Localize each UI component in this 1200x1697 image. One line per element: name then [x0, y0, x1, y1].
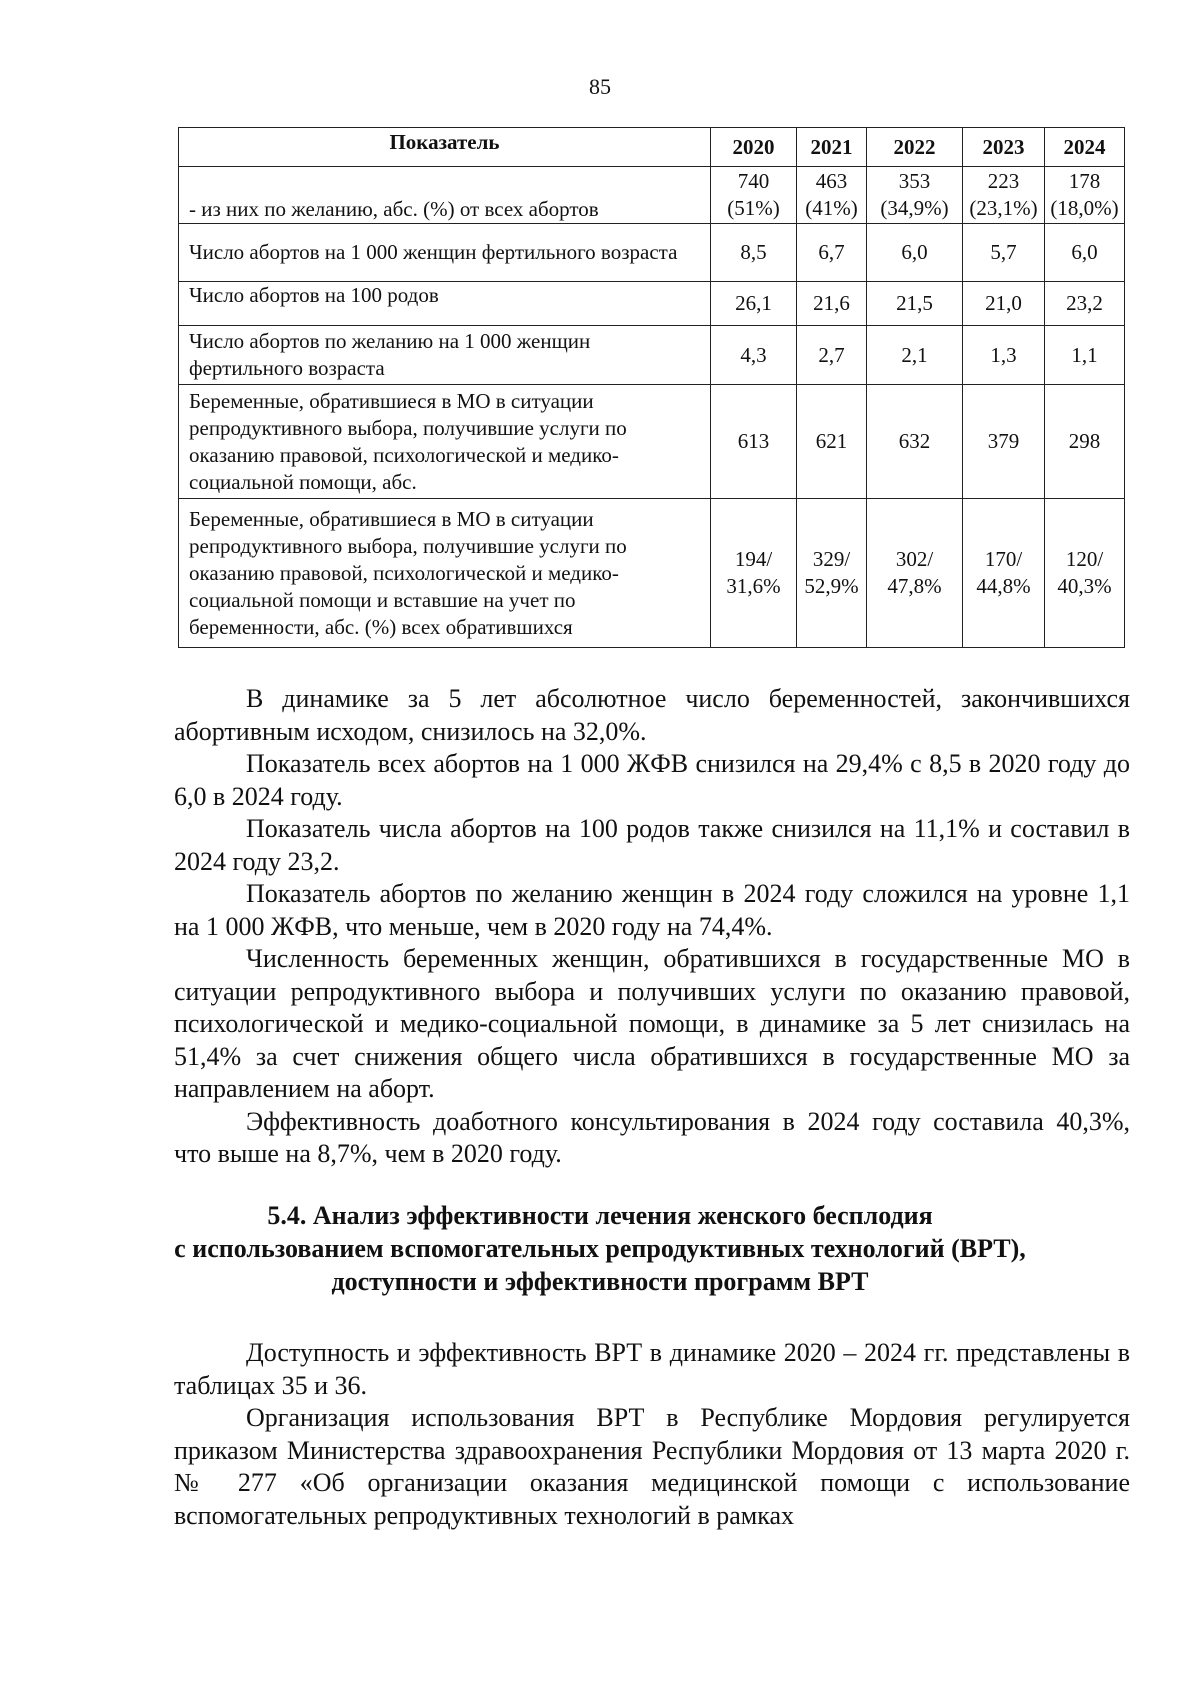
header-year: 2023 — [963, 128, 1045, 167]
cell-value: 632 — [867, 385, 963, 499]
paragraph: Эффективность доаботного консультирования в 2024 году составила 40,3%, что выше на 8,7%, чем в 2020 году. — [174, 1106, 1130, 1168]
cell-value: 379 — [963, 385, 1045, 499]
cell-value: 2,7 — [797, 326, 867, 385]
section-title-line: 5.4. Анализ эффективности лечения женского бесплодия — [267, 1201, 933, 1230]
cell-value: 26,1 — [711, 282, 797, 326]
cell-value: 1,1 — [1045, 326, 1125, 385]
analysis-text — [174, 683, 1130, 1171]
paragraph: Показатель всех абортов на 1 000 ЖФВ снизился на 29,4% с 8,5 в 2020 году до 6,0 в 2024 году. — [174, 749, 1130, 811]
cell-value: 21,0 — [963, 282, 1045, 326]
paragraph: В динамике за 5 лет абсолютное число беременностей, закончившихся абортивным исходом, снизилось на 32,0%. — [174, 684, 1130, 746]
cell-value: 223 (23,1%) — [963, 167, 1045, 224]
table-row — [179, 326, 1125, 385]
cell-value: 298 — [1045, 385, 1125, 499]
header-year: 2022 — [867, 128, 963, 167]
header-year: 2021 — [797, 128, 867, 167]
cell-value: 4,3 — [711, 326, 797, 385]
cell-value: 463 (41%) — [797, 167, 867, 224]
section-text — [174, 1337, 1130, 1532]
row-label: Число абортов на 1 000 женщин фертильного возраста — [179, 224, 711, 282]
cell-value: 120/ 40,3% — [1045, 499, 1125, 648]
cell-value: 1,3 — [963, 326, 1045, 385]
table-row — [179, 499, 1125, 648]
cell-value: 6,7 — [797, 224, 867, 282]
paragraph: Численность беременных женщин, обратившихся в государственные МО в ситуации репродуктивного выбора и получивших услуги по оказанию правовой, психологической и медико-социальной помощи, в динамике за 5 лет снизилась на 51,4% за счет снижения общего числа обратившихся в государственные МО за направлением на аборт. — [174, 944, 1130, 1103]
paragraph: Показатель числа абортов на 100 родов также снизился на 11,1% и составил в 2024 году 23,2. — [174, 814, 1130, 876]
section-title — [0, 1199, 1200, 1298]
cell-value: 6,0 — [867, 224, 963, 282]
cell-value: 21,5 — [867, 282, 963, 326]
cell-value: 21,6 — [797, 282, 867, 326]
header-indicator: Показатель — [179, 128, 711, 167]
table-header-row — [179, 128, 1125, 167]
row-label: Беременные, обратившиеся в МО в ситуации репродуктивного выбора, получившие услуги по оказанию правовой, психологической и медико-социальной помощи, абс. — [179, 385, 711, 499]
page-number: 85 — [589, 74, 611, 99]
table-row — [179, 385, 1125, 499]
section-title-line: доступности и эффективности программ ВРТ — [331, 1267, 869, 1296]
paragraph: Доступность и эффективность ВРТ в динамике 2020 – 2024 гг. представлены в таблицах 35 и 36. — [174, 1338, 1130, 1400]
cell-value: 8,5 — [711, 224, 797, 282]
table-row — [179, 282, 1125, 326]
abortion-statistics-table — [178, 127, 1125, 648]
cell-value: 170/ 44,8% — [963, 499, 1045, 648]
row-label: Беременные, обратившиеся в МО в ситуации репродуктивного выбора, получившие услуги по оказанию правовой, психологической и медико-социальной помощи и вставшие на учет по беременности, абс. (%) всех обратившихся — [179, 499, 711, 648]
paragraph: Показатель абортов по желанию женщин в 2024 году сложился на уровне 1,1 на 1 000 ЖФВ, что меньше, чем в 2020 году на 74,4%. — [174, 879, 1130, 941]
cell-value: 621 — [797, 385, 867, 499]
cell-value: 353 (34,9%) — [867, 167, 963, 224]
cell-value: 5,7 — [963, 224, 1045, 282]
header-year: 2020 — [711, 128, 797, 167]
section-title-line: с использованием вспомогательных репродуктивных технологий (ВРТ), — [174, 1234, 1026, 1263]
cell-value: 740 (51%) — [711, 167, 797, 224]
cell-value: 302/ 47,8% — [867, 499, 963, 648]
cell-value: 2,1 — [867, 326, 963, 385]
row-label: - из них по желанию, абс. (%) от всех абортов — [179, 167, 711, 224]
cell-value: 194/ 31,6% — [711, 499, 797, 648]
table-row — [179, 224, 1125, 282]
cell-value: 6,0 — [1045, 224, 1125, 282]
row-label: Число абортов на 100 родов — [179, 282, 711, 326]
header-year: 2024 — [1045, 128, 1125, 167]
cell-value: 23,2 — [1045, 282, 1125, 326]
cell-value: 329/ 52,9% — [797, 499, 867, 648]
cell-value: 178 (18,0%) — [1045, 167, 1125, 224]
row-label: Число абортов по желанию на 1 000 женщин фертильного возраста — [179, 326, 711, 385]
paragraph: Организация использования ВРТ в Республике Мордовия регулируется приказом Министерства здравоохранения Республики Мордовия от 13 марта 2020 г. № 277 «Об организации оказания медицинской помощи с использование вспомогательных репродуктивных технологий в рамках — [174, 1403, 1130, 1530]
table-row — [179, 167, 1125, 224]
cell-value: 613 — [711, 385, 797, 499]
